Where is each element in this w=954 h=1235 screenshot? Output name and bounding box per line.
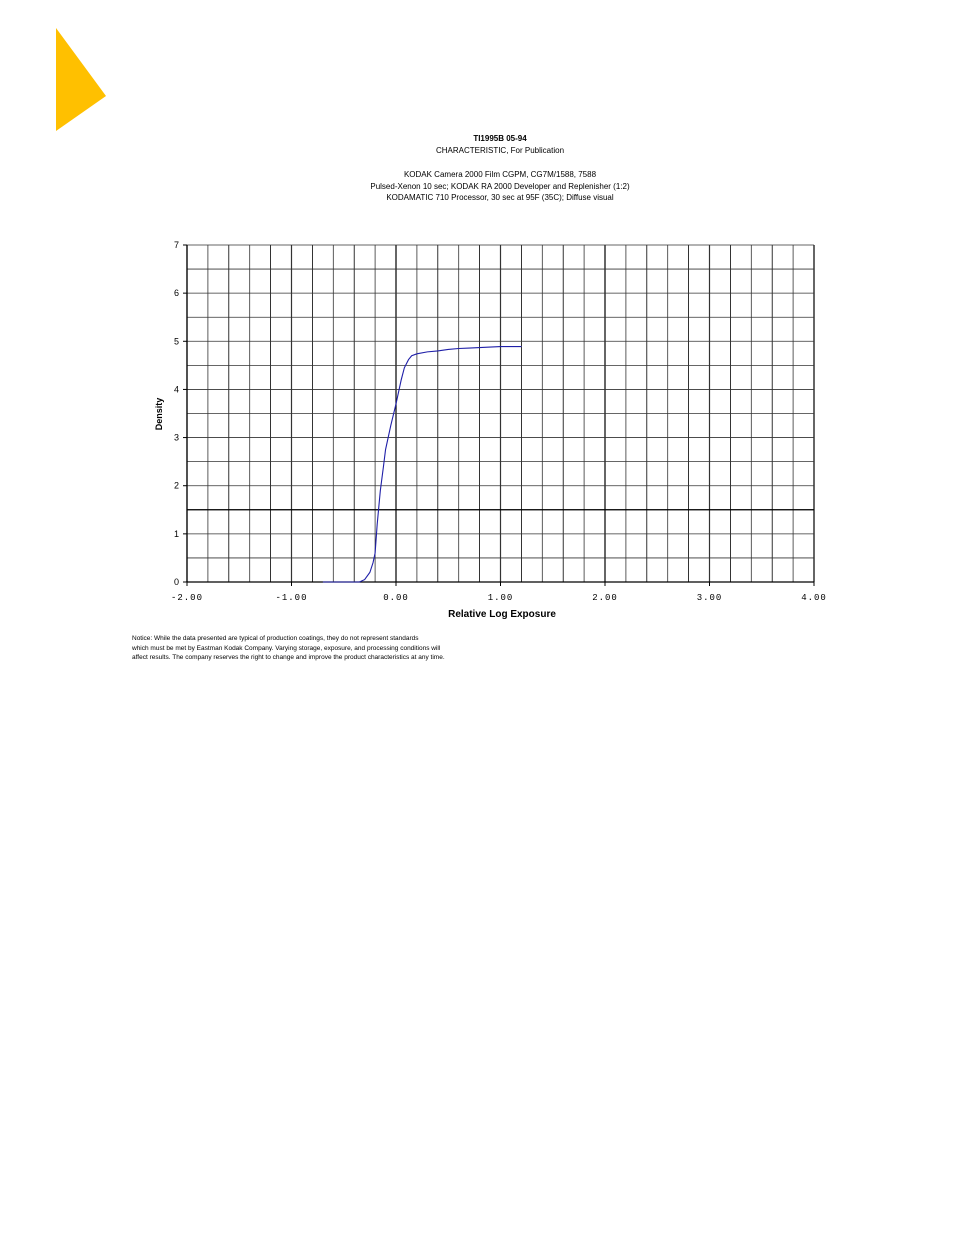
- notice-line: affect results. The company reserves the right to change and improve the product characteristics at any time.: [132, 654, 445, 661]
- x-axis-label: Relative Log Exposure: [448, 609, 556, 620]
- x-tick-label: 0.00: [383, 593, 409, 603]
- yellow-triangle-marker: [56, 28, 106, 131]
- y-tick-label: 5: [173, 336, 179, 347]
- y-axis-label: Density: [154, 397, 164, 431]
- header-line-processor: KODAMATIC 710 Processor, 30 sec at 95F (35C); Diffuse visual: [386, 193, 614, 202]
- notice-line: Notice: While the data presented are typical of production coatings, they do not represent standards: [132, 635, 419, 642]
- series: [323, 347, 522, 582]
- y-tick-label: 6: [173, 288, 179, 299]
- x-tick-label: 1.00: [487, 593, 514, 603]
- y-tick-label: 7: [173, 240, 179, 250]
- document-code: TI1995B 05-94: [473, 134, 527, 143]
- x-tick-label: 4.00: [801, 593, 827, 603]
- notice-line: which must be met by Eastman Kodak Company. Varying storage, exposure, and processing conditions will: [132, 644, 441, 652]
- x-tick-label: -2.00: [170, 593, 204, 603]
- x-tick-label: 3.00: [696, 593, 723, 603]
- x-tick-label: -1.00: [275, 593, 308, 603]
- y-tick-label: 2: [173, 480, 179, 491]
- tick-labels: [171, 240, 827, 603]
- grid: [187, 245, 814, 582]
- density-curve: [323, 347, 522, 582]
- y-tick-label: 0: [173, 577, 179, 587]
- y-tick-label: 4: [173, 384, 179, 395]
- marker-shape: [56, 28, 106, 131]
- notice-text: [132, 634, 552, 663]
- x-tick-label: 2.00: [592, 593, 618, 603]
- axes: [183, 245, 814, 586]
- header-line-exposure: Pulsed-Xenon 10 sec; KODAK RA 2000 Developer and Replenisher (1:2): [370, 182, 630, 191]
- y-tick-label: 3: [173, 432, 179, 443]
- document-subtitle: CHARACTERISTIC, For Publication: [435, 146, 565, 155]
- characteristic-curve-chart: [140, 230, 840, 630]
- header-line-film: KODAK Camera 2000 Film CGPM, CG7M/1588, 7588: [403, 170, 597, 179]
- y-tick-label: 1: [173, 528, 179, 539]
